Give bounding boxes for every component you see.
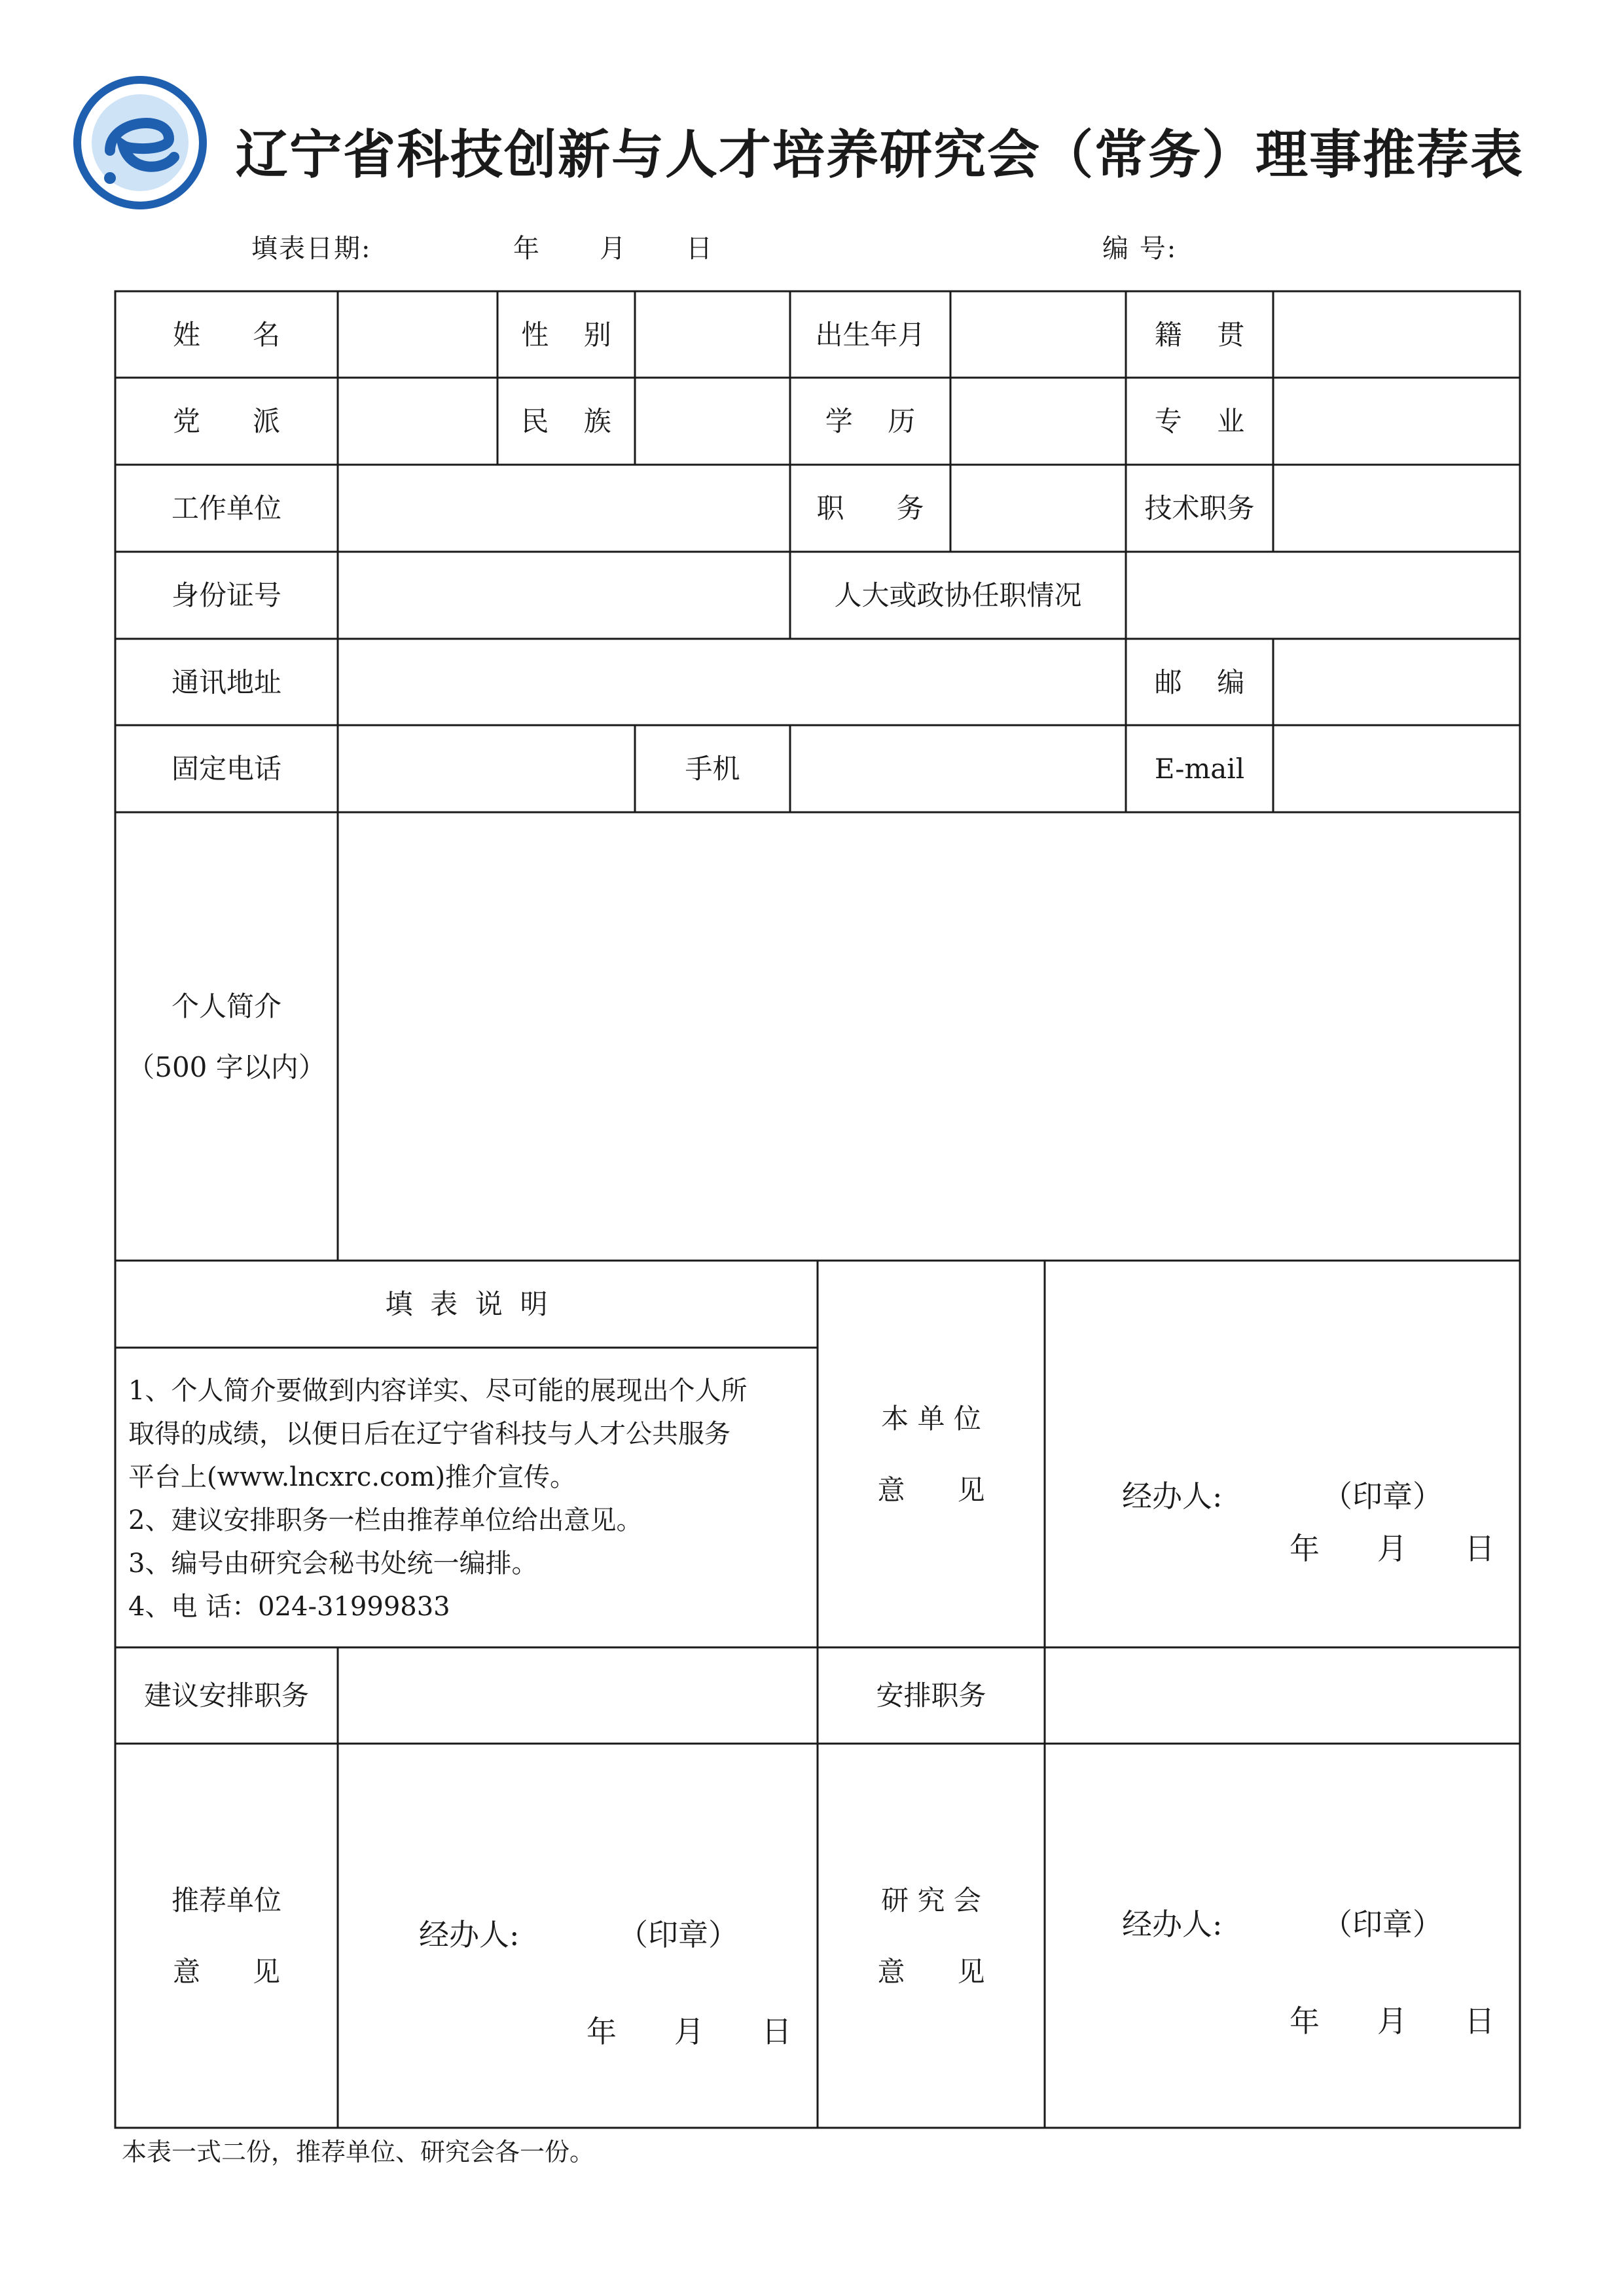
label-tech-title: 技术职务 <box>1144 492 1255 524</box>
position-input[interactable] <box>950 465 1126 552</box>
label-id-number: 身份证号 <box>171 579 281 611</box>
name-input[interactable] <box>338 291 497 378</box>
label-party: 党 派 <box>172 405 281 437</box>
society-date-label: 年 月 日 <box>1290 2003 1495 2039</box>
ethnicity-input[interactable] <box>635 378 790 465</box>
date-year-label: 年 <box>513 234 541 264</box>
unit-handler-label: 经办人: <box>1122 1479 1223 1514</box>
bio-label-cell <box>115 812 338 1261</box>
label-native-place: 籍 贯 <box>1154 318 1245 351</box>
date-month-label: 月 <box>600 234 627 264</box>
instructions-title: 填 表 说 明 <box>385 1288 548 1320</box>
recommend-seal-label: （印章） <box>618 1917 738 1952</box>
label-email: E-mail <box>1154 753 1245 785</box>
label-bio: 个人简介 <box>171 990 281 1022</box>
unit-date-label: 年 月 日 <box>1290 1531 1495 1566</box>
native-place-input[interactable] <box>1273 291 1520 378</box>
recommend-date-label: 年 月 日 <box>586 2014 792 2049</box>
instruction-line: 4、电 话：024-31999833 <box>128 1592 450 1622</box>
date-day-label: 日 <box>686 234 713 264</box>
label-suggested-position: 建议安排职务 <box>143 1679 309 1712</box>
form-title: 辽宁省科技创新与人才培养研究会（常务）理事推荐表 <box>236 124 1524 185</box>
label-npc-cppcc: 人大或政协任职情况 <box>834 579 1082 611</box>
society-seal-label: （印章） <box>1322 1907 1443 1942</box>
label-phone: 固定电话 <box>171 753 281 785</box>
recommend-opinion-line2: 意 见 <box>172 1955 281 1988</box>
party-input[interactable] <box>338 378 497 465</box>
label-birth: 出生年月 <box>815 318 926 351</box>
address-input[interactable] <box>338 639 1126 725</box>
label-education: 学 历 <box>825 405 916 437</box>
society-handler-label: 经办人: <box>1122 1907 1223 1942</box>
mobile-input[interactable] <box>790 725 1126 812</box>
label-address: 通讯地址 <box>171 666 281 698</box>
phone-input[interactable] <box>338 725 635 812</box>
employer-input[interactable] <box>338 465 790 552</box>
unit-seal-label: （印章） <box>1322 1479 1443 1514</box>
label-postcode: 邮 编 <box>1154 666 1245 698</box>
society-opinion-line2: 意 见 <box>877 1955 985 1988</box>
instruction-line: 平台上(www.lncxrc.com)推介宣传。 <box>128 1462 577 1492</box>
npc-cppcc-input[interactable] <box>1126 552 1520 639</box>
society-opinion-line1: 研 究 会 <box>881 1884 981 1916</box>
recommend-opinion-label <box>115 1744 338 2128</box>
instruction-line: 3、编号由研究会秘书处统一编排。 <box>128 1549 538 1579</box>
unit-opinion-line2: 意 见 <box>877 1473 985 1506</box>
unit-opinion-line1: 本 单 位 <box>881 1402 981 1435</box>
recommend-opinion-line1: 推荐单位 <box>171 1884 281 1916</box>
label-major: 专 业 <box>1154 405 1245 437</box>
birth-input[interactable] <box>950 291 1126 378</box>
suggested-position-input[interactable] <box>338 1647 818 1744</box>
label-arranged-position: 安排职务 <box>876 1679 986 1712</box>
recommend-handler-label: 经办人: <box>419 1917 520 1952</box>
unit-opinion-label <box>818 1261 1045 1647</box>
gender-input[interactable] <box>635 291 790 378</box>
organization-logo <box>71 73 209 212</box>
label-mobile: 手机 <box>685 753 740 785</box>
label-ethnicity: 民 族 <box>521 405 611 437</box>
instructions-list <box>128 1369 809 1628</box>
footer-note: 本表一式二份，推荐单位、研究会各一份。 <box>122 2138 595 2166</box>
major-input[interactable] <box>1273 378 1520 465</box>
id-number-input[interactable] <box>338 552 790 639</box>
tech-title-input[interactable] <box>1273 465 1520 552</box>
education-input[interactable] <box>950 378 1126 465</box>
postcode-input[interactable] <box>1273 639 1520 725</box>
society-opinion-label <box>818 1744 1045 2128</box>
instruction-line: 1、个人简介要做到内容详实、尽可能的展现出个人所 <box>128 1376 748 1406</box>
label-name: 姓 名 <box>172 318 281 351</box>
label-gender: 性 别 <box>521 318 611 351</box>
instruction-line: 2、建议安排职务一栏由推荐单位给出意见。 <box>128 1505 643 1535</box>
arranged-position-input[interactable] <box>1045 1647 1520 1744</box>
label-bio-note: （500 字以内） <box>127 1050 326 1083</box>
email-input[interactable] <box>1273 725 1520 812</box>
label-position: 职 务 <box>816 492 924 524</box>
label-employer: 工作单位 <box>171 492 281 524</box>
fill-date-label: 填表日期: <box>251 234 372 264</box>
number-label: 编 号: <box>1102 234 1178 264</box>
instruction-line: 取得的成绩，以便日后在辽宁省科技与人才公共服务 <box>128 1419 731 1449</box>
bio-input[interactable] <box>338 812 1520 1261</box>
